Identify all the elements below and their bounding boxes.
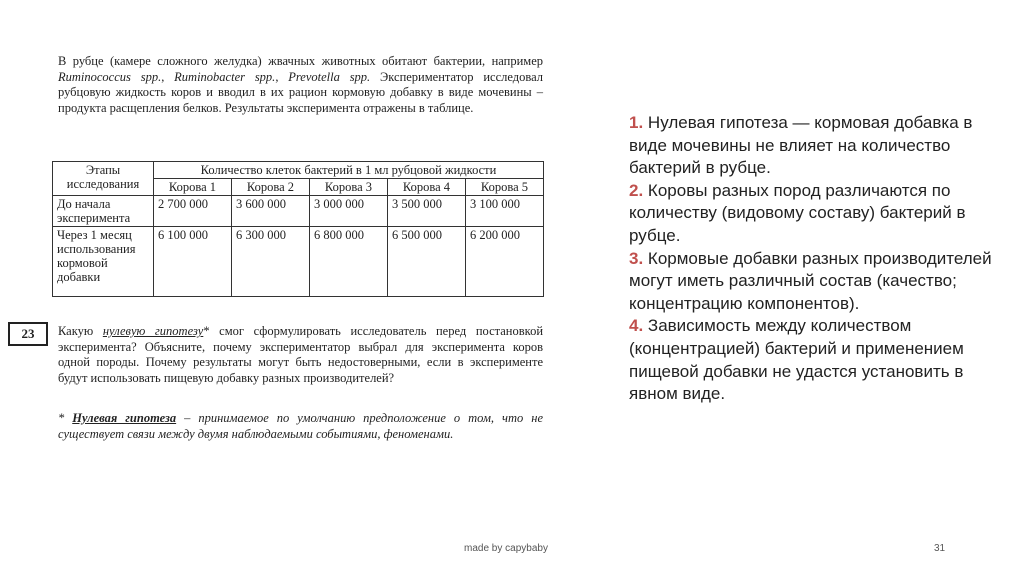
value-cell: 3 100 000 bbox=[466, 196, 544, 227]
task-scan bbox=[21, 54, 550, 474]
value-cell: 6 100 000 bbox=[154, 227, 232, 297]
null-hypothesis-term: нулевую гипотезу bbox=[102, 324, 204, 338]
intro-paragraph: В рубце (камере сложного желудка) жвачных животных обитают бактерии, например Ruminococcus spp., Ruminobacter spp., Prevotella spp. Экспериментатор исследовал рубцовую жидкость коров и вводил в их рацион кормовую добавку в виде мочевины – продукта расщепления белков. Результаты эксперимента отражены в таблице. bbox=[58, 54, 544, 115]
stage-cell: Через 1 месяц использования кормовой добавки bbox=[53, 227, 154, 297]
results-table bbox=[52, 161, 544, 297]
value-cell: 6 200 000 bbox=[466, 227, 544, 297]
answer-text: Кормовые добавки разных производителей могут иметь различный состав (качество; концентрацию компонентов). bbox=[629, 248, 992, 313]
value-cell: 2 700 000 bbox=[154, 196, 232, 227]
answer-text: Нулевая гипотеза — кормовая добавка в виде мочевины не влияет на количество бактерий в рубце. bbox=[629, 113, 973, 178]
answer-item bbox=[629, 248, 999, 316]
answer-list bbox=[629, 112, 999, 406]
cow-header: Корова 4 bbox=[388, 179, 466, 196]
value-cell: 6 500 000 bbox=[388, 227, 466, 297]
species-1: Ruminococcus spp. bbox=[58, 69, 162, 84]
value-cell: 3 600 000 bbox=[232, 196, 310, 227]
answer-item bbox=[629, 315, 999, 405]
value-cell: 6 300 000 bbox=[232, 227, 310, 297]
answer-number: 3. bbox=[629, 248, 644, 268]
group-header: Количество клеток бактерий в 1 мл рубцовой жидкости bbox=[154, 162, 544, 179]
cow-header: Корова 1 bbox=[154, 179, 232, 196]
value-cell: 6 800 000 bbox=[310, 227, 388, 297]
stage-header: Этапы исследования bbox=[53, 162, 154, 196]
species-2: Ruminobacter spp. bbox=[174, 69, 276, 84]
table-row bbox=[53, 227, 544, 297]
value-cell: 3 000 000 bbox=[310, 196, 388, 227]
cow-header: Корова 2 bbox=[232, 179, 310, 196]
cow-header: Корова 5 bbox=[466, 179, 544, 196]
page-number: 31 bbox=[934, 543, 946, 554]
footer-credit: made by capybaby bbox=[464, 543, 548, 554]
table-header-row bbox=[53, 162, 544, 179]
cow-header: Корова 3 bbox=[310, 179, 388, 196]
answer-text: Зависимость между количеством (концентрацией) бактерий и применением пищевой добавки не удастся установить в явном виде. bbox=[629, 316, 964, 404]
answer-number: 2. bbox=[629, 180, 644, 200]
question-number: 23 bbox=[8, 322, 48, 346]
answer-number: 4. bbox=[629, 316, 644, 336]
answer-number: 1. bbox=[629, 113, 644, 132]
species-3: Prevotella spp. bbox=[288, 69, 371, 84]
answer-text: Коровы разных пород различаются по количеству (видовому составу) бактерий в рубце. bbox=[629, 180, 966, 245]
definition-term: Нулевая гипотеза bbox=[72, 411, 177, 425]
table-row bbox=[53, 196, 544, 227]
answer-item bbox=[629, 180, 999, 248]
value-cell: 3 500 000 bbox=[388, 196, 466, 227]
definition-note: * Нулевая гипотеза – принимаемое по умолчанию предположение о том, что не существует связи между двумя наблюдаемыми событиями, феноменами. bbox=[58, 411, 543, 441]
answer-item bbox=[629, 112, 999, 180]
stage-cell: До начала эксперимента bbox=[53, 196, 154, 227]
question-text: Какую нулевую гипотезу* смог сформулировать исследователь перед постановкой эксперимента? Объясните, почему экспериментатор выбрал для эксперимента коров одной породы. Почему результаты могут быть недостоверными, если в эксперименте будут использовать пищевую добавку разных производителей? bbox=[58, 324, 544, 385]
